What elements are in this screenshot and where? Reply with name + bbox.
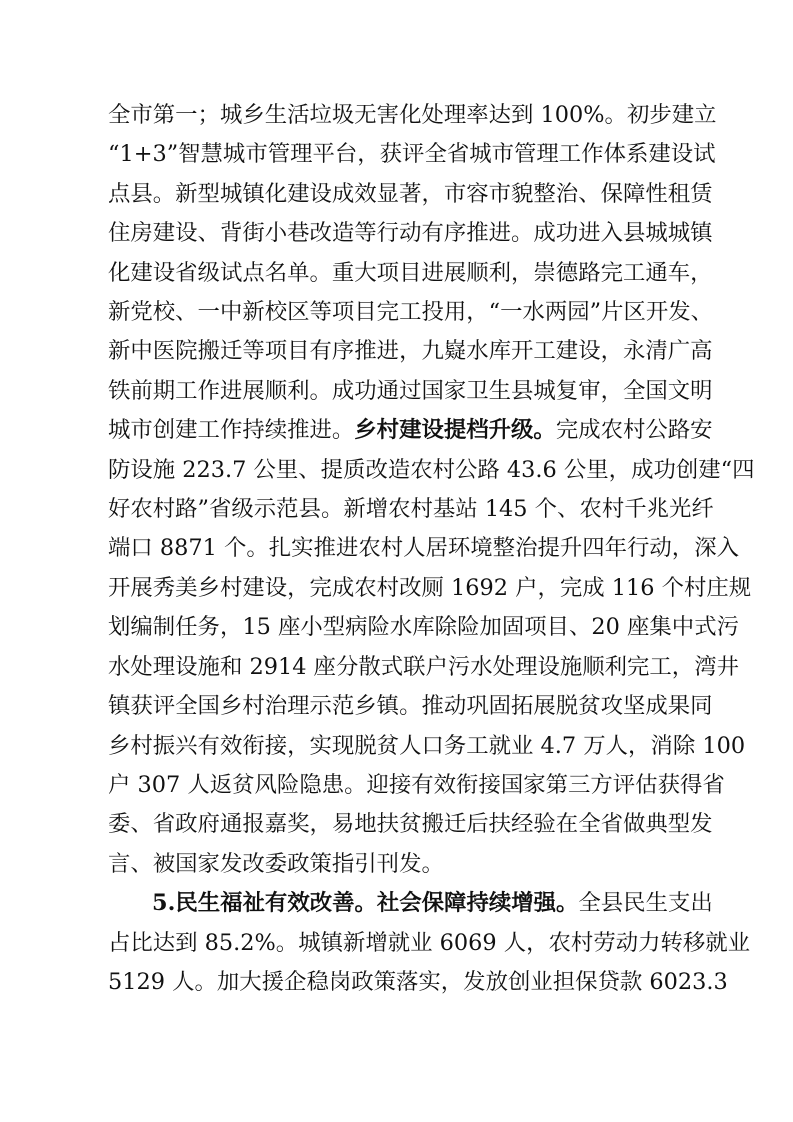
text-line: 5129 人。加大援企稳岗政策落实，发放创业担保贷款 6023.3 — [108, 968, 728, 995]
text-segment: 城市创建工作持续推进。 — [108, 417, 355, 444]
bold-subheading: 乡村建设提档升级。 — [354, 417, 556, 444]
text-line: 新党校、一中新校区等项目完工投用，“一水两园”片区开发、 — [108, 299, 714, 326]
text-line: 化建设省级试点名单。重大项目进展顺利，崇德路完工通车， — [108, 259, 713, 286]
text-line: 户 307 人返贫风险隐患。迎接有效衔接国家第三方评估获得省 — [108, 771, 725, 798]
text-line: 点县。新型城镇化建设成效显著，市容市貌整治、保障性租赁 — [108, 180, 713, 207]
text-line: 乡村振兴有效衔接，实现脱贫人口务工就业 4.7 万人，消除 100 — [108, 732, 746, 759]
text-line: 镇获评全国乡村治理示范乡镇。推动巩固拓展脱贫攻坚成果同 — [108, 693, 713, 720]
text-line: 划编制任务，15 座小型病险水库除险加固项目、20 座集中式污 — [108, 614, 739, 641]
text-line — [108, 884, 713, 923]
text-line: 水处理设施和 2914 座分散式联户污水处理设施顺利完工，湾井 — [108, 653, 739, 680]
text-line: 好农村路”省级示范县。新增农村基站 145 个、农村千兆光纤 — [108, 496, 714, 523]
paragraph-livelihood — [108, 884, 751, 1002]
text-line: 言、被国家发改委政策指引刊发。 — [108, 850, 444, 877]
text-line: 端口 8871 个。扎实推进农村人居环境整治提升四年行动，深入 — [108, 535, 739, 562]
paragraph-rural-construction — [108, 96, 755, 884]
text-line: 新中医院搬迁等项目有序推进，九嶷水库开工建设，永清广高 — [108, 338, 713, 365]
section-heading: 5.民生福祉有效改善。 — [152, 890, 377, 917]
text-line: 住房建设、背街小巷改造等行动有序推进。成功进入县城城镇 — [108, 220, 713, 247]
text-line: 铁前期工作进展顺利。成功通过国家卫生县城复审，全国文明 — [108, 377, 713, 404]
text-line: 防设施 223.7 公里、提质改造农村公路 43.6 公里，成功创建“四 — [108, 456, 755, 483]
text-segment: 全县民生支出 — [578, 890, 713, 917]
bold-subheading: 社会保障持续增强。 — [376, 890, 579, 917]
text-segment: 完成农村公路安 — [555, 417, 713, 444]
text-line: 占比达到 85.2%。城镇新增就业 6069 人，农村劳动力转移就业 — [108, 929, 751, 956]
text-line: 委、省政府通报嘉奖，易地扶贫搬迁后扶经验在全省做典型发 — [108, 811, 713, 838]
text-line: 全市第一；城乡生活垃圾无害化处理率达到 100%。初步建立 — [108, 102, 717, 128]
body-text — [108, 96, 755, 1002]
text-line: “1+3”智慧城市管理平台，获评全省城市管理工作体系建设试 — [108, 141, 716, 168]
text-line — [108, 411, 713, 450]
text-line: 开展秀美乡村建设，完成农村改厕 1692 户，完成 116 个村庄规 — [108, 574, 752, 601]
